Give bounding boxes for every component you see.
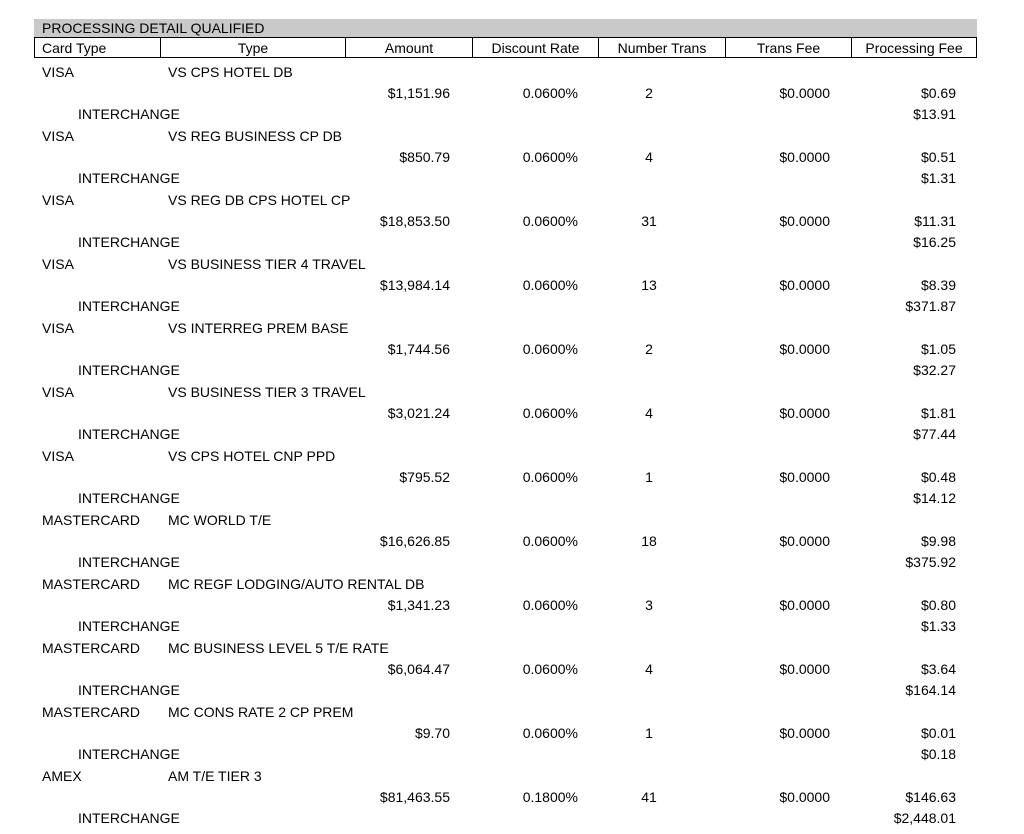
trans-fee-cell: $0.0000 [779, 469, 830, 485]
type-cell: MC REGF LODGING/AUTO RENTAL DB [168, 576, 425, 592]
table-row [0, 574, 1024, 638]
processing-fee-cell: $0.69 [920, 85, 956, 101]
interchange-fee-cell: $2,448.01 [893, 810, 956, 826]
interchange-label: INTERCHANGE [78, 682, 180, 698]
number-trans-cell: 31 [641, 213, 657, 229]
number-trans-cell: 4 [645, 149, 653, 165]
type-cell: VS BUSINESS TIER 4 TRAVEL [168, 256, 366, 272]
amount-cell: $3,021.24 [387, 405, 450, 421]
amount-cell: $6,064.47 [387, 661, 450, 677]
type-cell: VS INTERREG PREM BASE [168, 320, 349, 336]
trans-fee-cell: $0.0000 [779, 597, 830, 613]
column-header-trans-fee: Trans Fee [726, 38, 852, 57]
interchange-fee-cell: $32.27 [913, 362, 956, 378]
number-trans-cell: 3 [645, 597, 653, 613]
table-row [0, 446, 1024, 510]
interchange-fee-cell: $0.18 [920, 746, 956, 762]
card-type-cell: VISA [42, 384, 74, 400]
interchange-fee-cell: $77.44 [913, 426, 956, 442]
discount-rate-cell: 0.0600% [522, 533, 578, 549]
processing-fee-cell: $9.98 [920, 533, 956, 549]
table-row [0, 318, 1024, 382]
interchange-label: INTERCHANGE [78, 746, 180, 762]
processing-fee-cell: $0.01 [920, 725, 956, 741]
amount-cell: $81,463.55 [379, 789, 450, 805]
amount-cell: $1,151.96 [387, 85, 450, 101]
trans-fee-cell: $0.0000 [779, 277, 830, 293]
processing-fee-cell: $3.64 [920, 661, 956, 677]
card-type-cell: VISA [42, 320, 74, 336]
discount-rate-cell: 0.0600% [522, 725, 578, 741]
card-type-cell: MASTERCARD [42, 512, 141, 528]
column-header-card-type: Card Type [35, 38, 161, 57]
discount-rate-cell: 0.0600% [522, 213, 578, 229]
discount-rate-cell: 0.0600% [522, 85, 578, 101]
amount-cell: $9.70 [414, 725, 450, 741]
trans-fee-cell: $0.0000 [779, 405, 830, 421]
type-cell: VS REG DB CPS HOTEL CP [168, 192, 351, 208]
interchange-fee-cell: $371.87 [905, 298, 956, 314]
table-row [0, 62, 1024, 126]
number-trans-cell: 18 [641, 533, 657, 549]
discount-rate-cell: 0.0600% [522, 661, 578, 677]
interchange-label: INTERCHANGE [78, 426, 180, 442]
type-cell: AM T/E TIER 3 [168, 768, 262, 784]
type-cell: MC WORLD T/E [168, 512, 272, 528]
card-type-cell: VISA [42, 128, 74, 144]
discount-rate-cell: 0.1800% [522, 789, 578, 805]
number-trans-cell: 2 [645, 341, 653, 357]
card-type-cell: MASTERCARD [42, 640, 141, 656]
interchange-fee-cell: $14.12 [913, 490, 956, 506]
type-cell: MC CONS RATE 2 CP PREM [168, 704, 354, 720]
table-row [0, 190, 1024, 254]
interchange-fee-cell: $1.31 [920, 170, 956, 186]
number-trans-cell: 13 [641, 277, 657, 293]
amount-cell: $13,984.14 [379, 277, 450, 293]
column-header-type: Type [161, 38, 346, 57]
card-type-cell: VISA [42, 256, 74, 272]
number-trans-cell: 1 [645, 725, 653, 741]
number-trans-cell: 41 [641, 789, 657, 805]
table-row [0, 126, 1024, 190]
number-trans-cell: 4 [645, 661, 653, 677]
trans-fee-cell: $0.0000 [779, 789, 830, 805]
table-row [0, 254, 1024, 318]
trans-fee-cell: $0.0000 [779, 533, 830, 549]
trans-fee-cell: $0.0000 [779, 213, 830, 229]
processing-fee-cell: $0.48 [920, 469, 956, 485]
type-cell: VS CPS HOTEL CNP PPD [168, 448, 336, 464]
column-header-number-trans: Number Trans [599, 38, 726, 57]
section-title: PROCESSING DETAIL QUALIFIED [34, 19, 977, 37]
amount-cell: $1,744.56 [387, 341, 450, 357]
trans-fee-cell: $0.0000 [779, 85, 830, 101]
card-type-cell: MASTERCARD [42, 704, 141, 720]
discount-rate-cell: 0.0600% [522, 469, 578, 485]
amount-cell: $850.79 [399, 149, 450, 165]
table-row [0, 702, 1024, 766]
processing-fee-cell: $11.31 [914, 213, 956, 229]
processing-fee-cell: $0.51 [920, 149, 956, 165]
interchange-label: INTERCHANGE [78, 810, 180, 826]
interchange-label: INTERCHANGE [78, 618, 180, 634]
amount-cell: $16,626.85 [379, 533, 450, 549]
trans-fee-cell: $0.0000 [779, 725, 830, 741]
processing-fee-cell: $0.80 [920, 597, 956, 613]
discount-rate-cell: 0.0600% [522, 597, 578, 613]
trans-fee-cell: $0.0000 [779, 661, 830, 677]
column-header-discount-rate: Discount Rate [473, 38, 599, 57]
discount-rate-cell: 0.0600% [522, 277, 578, 293]
interchange-fee-cell: $1.33 [920, 618, 956, 634]
trans-fee-cell: $0.0000 [779, 149, 830, 165]
card-type-cell: AMEX [42, 768, 82, 784]
interchange-label: INTERCHANGE [78, 234, 180, 250]
table-row [0, 766, 1024, 830]
interchange-fee-cell: $13.91 [913, 106, 956, 122]
processing-fee-cell: $8.39 [920, 277, 956, 293]
interchange-fee-cell: $375.92 [905, 554, 956, 570]
type-cell: VS BUSINESS TIER 3 TRAVEL [168, 384, 366, 400]
interchange-fee-cell: $16.25 [913, 234, 956, 250]
interchange-label: INTERCHANGE [78, 490, 180, 506]
type-cell: VS CPS HOTEL DB [168, 64, 293, 80]
amount-cell: $795.52 [399, 469, 450, 485]
card-type-cell: MASTERCARD [42, 576, 141, 592]
discount-rate-cell: 0.0600% [522, 149, 578, 165]
interchange-label: INTERCHANGE [78, 362, 180, 378]
table-row [0, 638, 1024, 702]
interchange-label: INTERCHANGE [78, 554, 180, 570]
interchange-fee-cell: $164.14 [905, 682, 956, 698]
card-type-cell: VISA [42, 448, 74, 464]
number-trans-cell: 1 [645, 469, 653, 485]
trans-fee-cell: $0.0000 [779, 341, 830, 357]
table-row [0, 510, 1024, 574]
interchange-label: INTERCHANGE [78, 170, 180, 186]
table-body [0, 62, 1024, 830]
processing-fee-cell: $146.63 [905, 789, 956, 805]
number-trans-cell: 4 [645, 405, 653, 421]
interchange-label: INTERCHANGE [78, 106, 180, 122]
column-header-amount: Amount [346, 38, 473, 57]
amount-cell: $1,341.23 [387, 597, 450, 613]
amount-cell: $18,853.50 [379, 213, 450, 229]
interchange-label: INTERCHANGE [78, 298, 180, 314]
table-header [34, 37, 977, 58]
table-row [0, 382, 1024, 446]
type-cell: VS REG BUSINESS CP DB [168, 128, 343, 144]
discount-rate-cell: 0.0600% [522, 341, 578, 357]
discount-rate-cell: 0.0600% [522, 405, 578, 421]
card-type-cell: VISA [42, 64, 74, 80]
card-type-cell: VISA [42, 192, 74, 208]
processing-fee-cell: $1.05 [920, 341, 956, 357]
number-trans-cell: 2 [645, 85, 653, 101]
column-header-processing-fee: Processing Fee [865, 40, 963, 56]
processing-fee-cell: $1.81 [920, 405, 956, 421]
type-cell: MC BUSINESS LEVEL 5 T/E RATE [168, 640, 389, 656]
